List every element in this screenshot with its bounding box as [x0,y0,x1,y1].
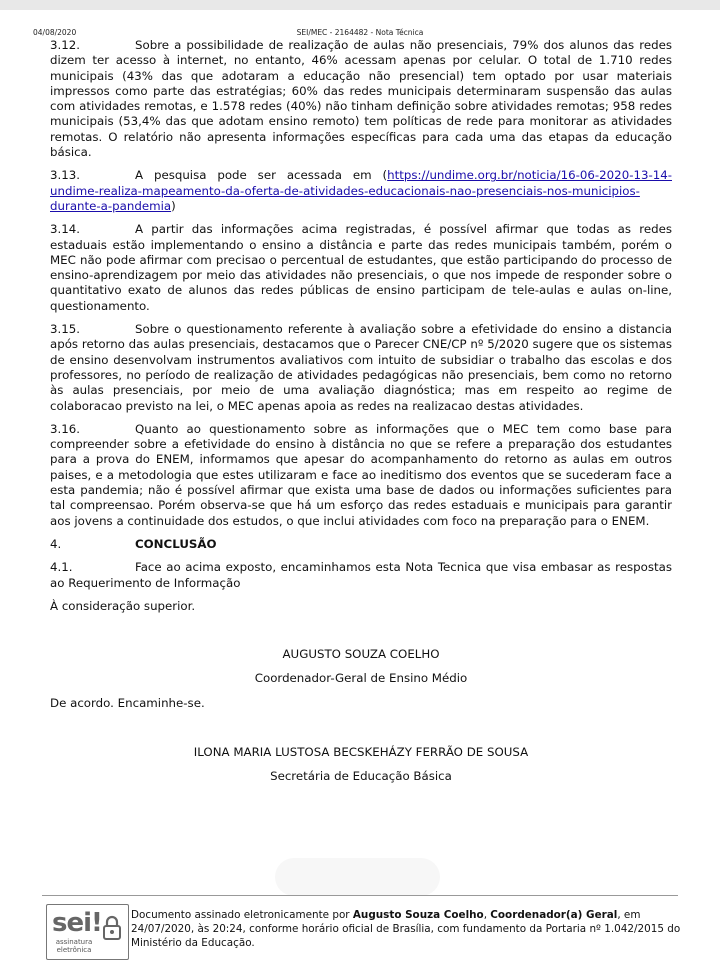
document-body [50,38,672,785]
paragraph-3-13 [50,168,672,214]
paragraph-number: 4.1. [50,560,73,575]
document-header-title: SEI/MEC - 2164482 - Nota Técnica [296,28,424,37]
paragraph-text: Quanto ao questionamento sobre as informações que o MEC tem como base para compreender sobre a efetividade do ensino à distância no que se refere a preparação dos estudantes para a prova do ENEM, informamos que apesar do acompanhamento do retorno as aulas em outros paises, e a metodologia que estes utilizaram e face ao ineditismo dos eventos que se sucederam face a esta pandemia; não é possível afirmar que exista uma base de dados ou informações suficientes para tal compreensao. Porém observa-se que há um esforço das redes estaduais e municipais para garantir aos jovens a continuidade dos estudos, o que inclui atividades com foco na preparação para o ENEM. [50,421,672,528]
electronic-signature-note [131,908,686,950]
paragraph-number: 3.15. [50,322,81,337]
paragraph-text: Face ao acima exposto, encaminhamos esta Nota Tecnica que visa embasar as respostas ao Requerimento de Informação [50,560,672,590]
lock-icon [102,914,122,942]
signer1-role: Coordenador-Geral de Ensino Médio [254,671,468,686]
print-date: 04/08/2020 [33,28,77,37]
agreement-line: De acordo. Encaminhe-se. [50,695,205,710]
signer2-name: ILONA MARIA LUSTOSA BECSKEHÁZY FERRÃO DE SOUSA [193,744,529,759]
paragraph-number: 3.14. [50,222,81,237]
faint-watermark-shape [275,858,440,896]
paragraph-number: 3.12. [50,38,81,52]
section-number: 4. [50,536,62,551]
sig-name: Augusto Souza Coelho [352,909,484,921]
paragraph-text: A partir das informações acima registradas, é possível afirmar que todas as redes estaduais estão implementando o ensino a distância e parte das redes municipais também, porém o MEC não pode afirmar com precisao o percentual de estudantes, que estão participando do processo de ensino-aprendizagem por meio das atividades não presenciais, o que nos impede de responder sobre o quantitativo exato de alunos das redes públicas de ensino participam de tele-aulas e aulas on-line, questionamento. [50,222,672,313]
paragraph-3-15 [50,322,672,414]
paragraph-3-14 [50,222,672,314]
signer1-name: AUGUSTO SOUZA COELHO [282,647,440,662]
signer2-role: Secretária de Educação Básica [270,769,452,784]
top-bar [0,0,720,10]
paragraph-number: 3.13. [50,168,81,183]
section-title: CONCLUSÃO [135,536,217,551]
paragraph-4-1 [50,560,672,591]
paragraph-text: A pesquisa pode ser acessada em ( [135,168,388,183]
sig-separator: , [483,909,491,921]
section-heading-conclusion [50,537,672,552]
sig-prefix: Documento assinado eletronicamente por [131,909,353,921]
paragraph-3-12 [50,38,672,160]
footer-divider [42,895,678,896]
sig-rest: , em 24/07/2020, às 20:24, conforme horário oficial de Brasília, com fundamento da Portaria nº 1.042/2015 do Ministério da Educação. [131,909,681,949]
sei-logo-text: sei! [52,908,102,938]
sig-role: Coordenador(a) Geral [490,909,618,921]
consideration-line: À consideração superior. [50,598,196,613]
paragraph-text-end: ) [171,198,176,213]
paragraph-text: Sobre a possibilidade de realização de aulas não presenciais, 79% dos alunos das redes dizem ter acesso à internet, no entanto, 46% acessam apenas por celular. O total de 1.710 redes municipais (43% das que adotaram a educação não presencial) tem optado por usar materiais impressos como parte das estratégias; 60% das redes municipais determinaram suspensão das aulas com atividades remotas, e 1.578 redes (40%) não tinham definição sobre atividades remotas; 958 redes municipais (53,4% das que adotam ensino remoto) tem políticas de rede para monitorar as atividades remotas. O relatório não apresenta informações específicas para cada uma das etapas da educação básica. [50,38,672,160]
paragraph-text: Sobre o questionamento referente à avaliação sobre a efetividade do ensino a distancia após retorno das aulas presenciais, destacamos que o Parecer CNE/CP nº 5/2020 sugere que os sistemas de ensino desenvolvam instrumentos avaliativos com intuito de subsidiar o trabalho das escolas e dos professores, no período de realização de atividades pedagógicas não presenciais, bem como no retorno às aulas presenciais, por meio de uma avaliação diagnóstica; mas em respeito ao regime de colaboracao previsto na lei, o MEC apenas apoia as redes na realizacao destas atividades. [50,322,672,413]
undime-survey-link[interactable]: https://undime.org.br/noticia/16-06-2020-13-14-undime-realiza-mapeamento-da-oferta-de-atividades-educacionais-nao-presenciais-nos-municipios-durante-a-pandemia [50,168,672,213]
paragraph-3-16 [50,422,672,529]
sei-signature-seal [46,904,129,960]
paragraph-number: 3.16. [50,421,81,436]
sei-seal-caption: assinatura eletrônica [55,938,93,954]
